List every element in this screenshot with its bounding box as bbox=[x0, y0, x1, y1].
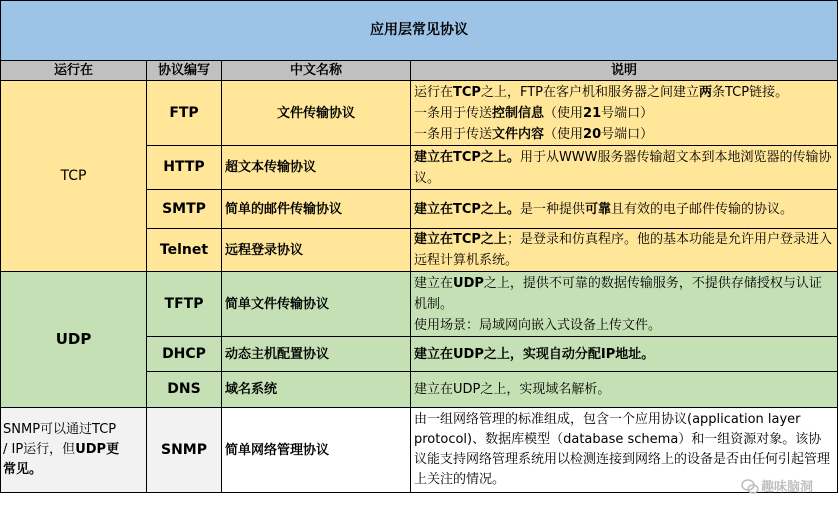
abbr-snmp: SNMP bbox=[147, 408, 222, 493]
name-tftp: 简单文件传输协议 bbox=[222, 272, 411, 337]
abbr-smtp: SMTP bbox=[147, 190, 222, 229]
table-row bbox=[1, 272, 838, 337]
name-dns: 域名系统 bbox=[222, 372, 411, 408]
name-snmp: 简单网络管理协议 bbox=[222, 408, 411, 493]
desc-http: 建立在TCP之上。用于从WWW服务器传输超文本到本地浏览器的传输协议。 bbox=[411, 146, 838, 190]
name-http: 超文本传输协议 bbox=[222, 146, 411, 190]
abbr-http: HTTP bbox=[147, 146, 222, 190]
abbr-dhcp: DHCP bbox=[147, 337, 222, 372]
header-abbr: 协议编写 bbox=[147, 61, 222, 81]
desc-smtp: 建立在TCP之上。是一种提供可靠且有效的电子邮件传输的协议。 bbox=[411, 190, 838, 229]
watermark-text: 趣味脑洞 bbox=[760, 479, 813, 495]
name-dhcp: 动态主机配置协议 bbox=[222, 337, 411, 372]
table-row bbox=[1, 408, 838, 493]
desc-dhcp: 建立在UDP之上，实现自动分配IP地址。 bbox=[411, 337, 838, 372]
group-snmp-note: SNMP可以通过TCP / IP运行，但UDP更 常见。 bbox=[1, 408, 147, 493]
header-cn-name: 中文名称 bbox=[222, 61, 411, 81]
desc-telnet: 建立在TCP之上；是登录和仿真程序。他的基本功能是允许用户登录进入远程计算机系统。 bbox=[411, 229, 838, 272]
group-udp: UDP bbox=[1, 272, 147, 408]
desc-tftp: 建立在UDP之上，提供不可靠的数据传输服务，不提供存储授权与认证机制。 使用场景：局域网向嵌入式设备上传文件。 bbox=[411, 272, 838, 337]
table-title: 应用层常见协议 bbox=[1, 1, 838, 61]
abbr-ftp: FTP bbox=[147, 81, 222, 146]
abbr-telnet: Telnet bbox=[147, 229, 222, 272]
header-desc: 说明 bbox=[411, 61, 838, 81]
desc-dns: 建立在UDP之上，实现域名解析。 bbox=[411, 372, 838, 408]
abbr-dns: DNS bbox=[147, 372, 222, 408]
watermark bbox=[741, 476, 813, 496]
group-tcp: TCP bbox=[1, 81, 147, 272]
name-ftp: 文件传输协议 bbox=[222, 81, 411, 146]
name-smtp: 简单的邮件传输协议 bbox=[222, 190, 411, 229]
table-row bbox=[1, 81, 838, 146]
header-run-on: 运行在 bbox=[1, 61, 147, 81]
abbr-tftp: TFTP bbox=[147, 272, 222, 337]
name-telnet: 远程登录协议 bbox=[222, 229, 411, 272]
wechat-icon bbox=[741, 479, 759, 495]
desc-snmp: 由一组网络管理的标准组成，包含一个应用协议(application layer protocol)、数据库模型（database schema）和一组资源对象。该协议能支持网络管理系统用以检测连接到网络上的设备是否由任何引起管理上关注的情况。 bbox=[411, 408, 838, 493]
desc-ftp: 运行在TCP之上，FTP在客户机和服务器之间建立两条TCP链接。 一条用于传送控制信息（使用21号端口） 一条用于传送文件内容（使用20号端口） bbox=[411, 81, 838, 146]
